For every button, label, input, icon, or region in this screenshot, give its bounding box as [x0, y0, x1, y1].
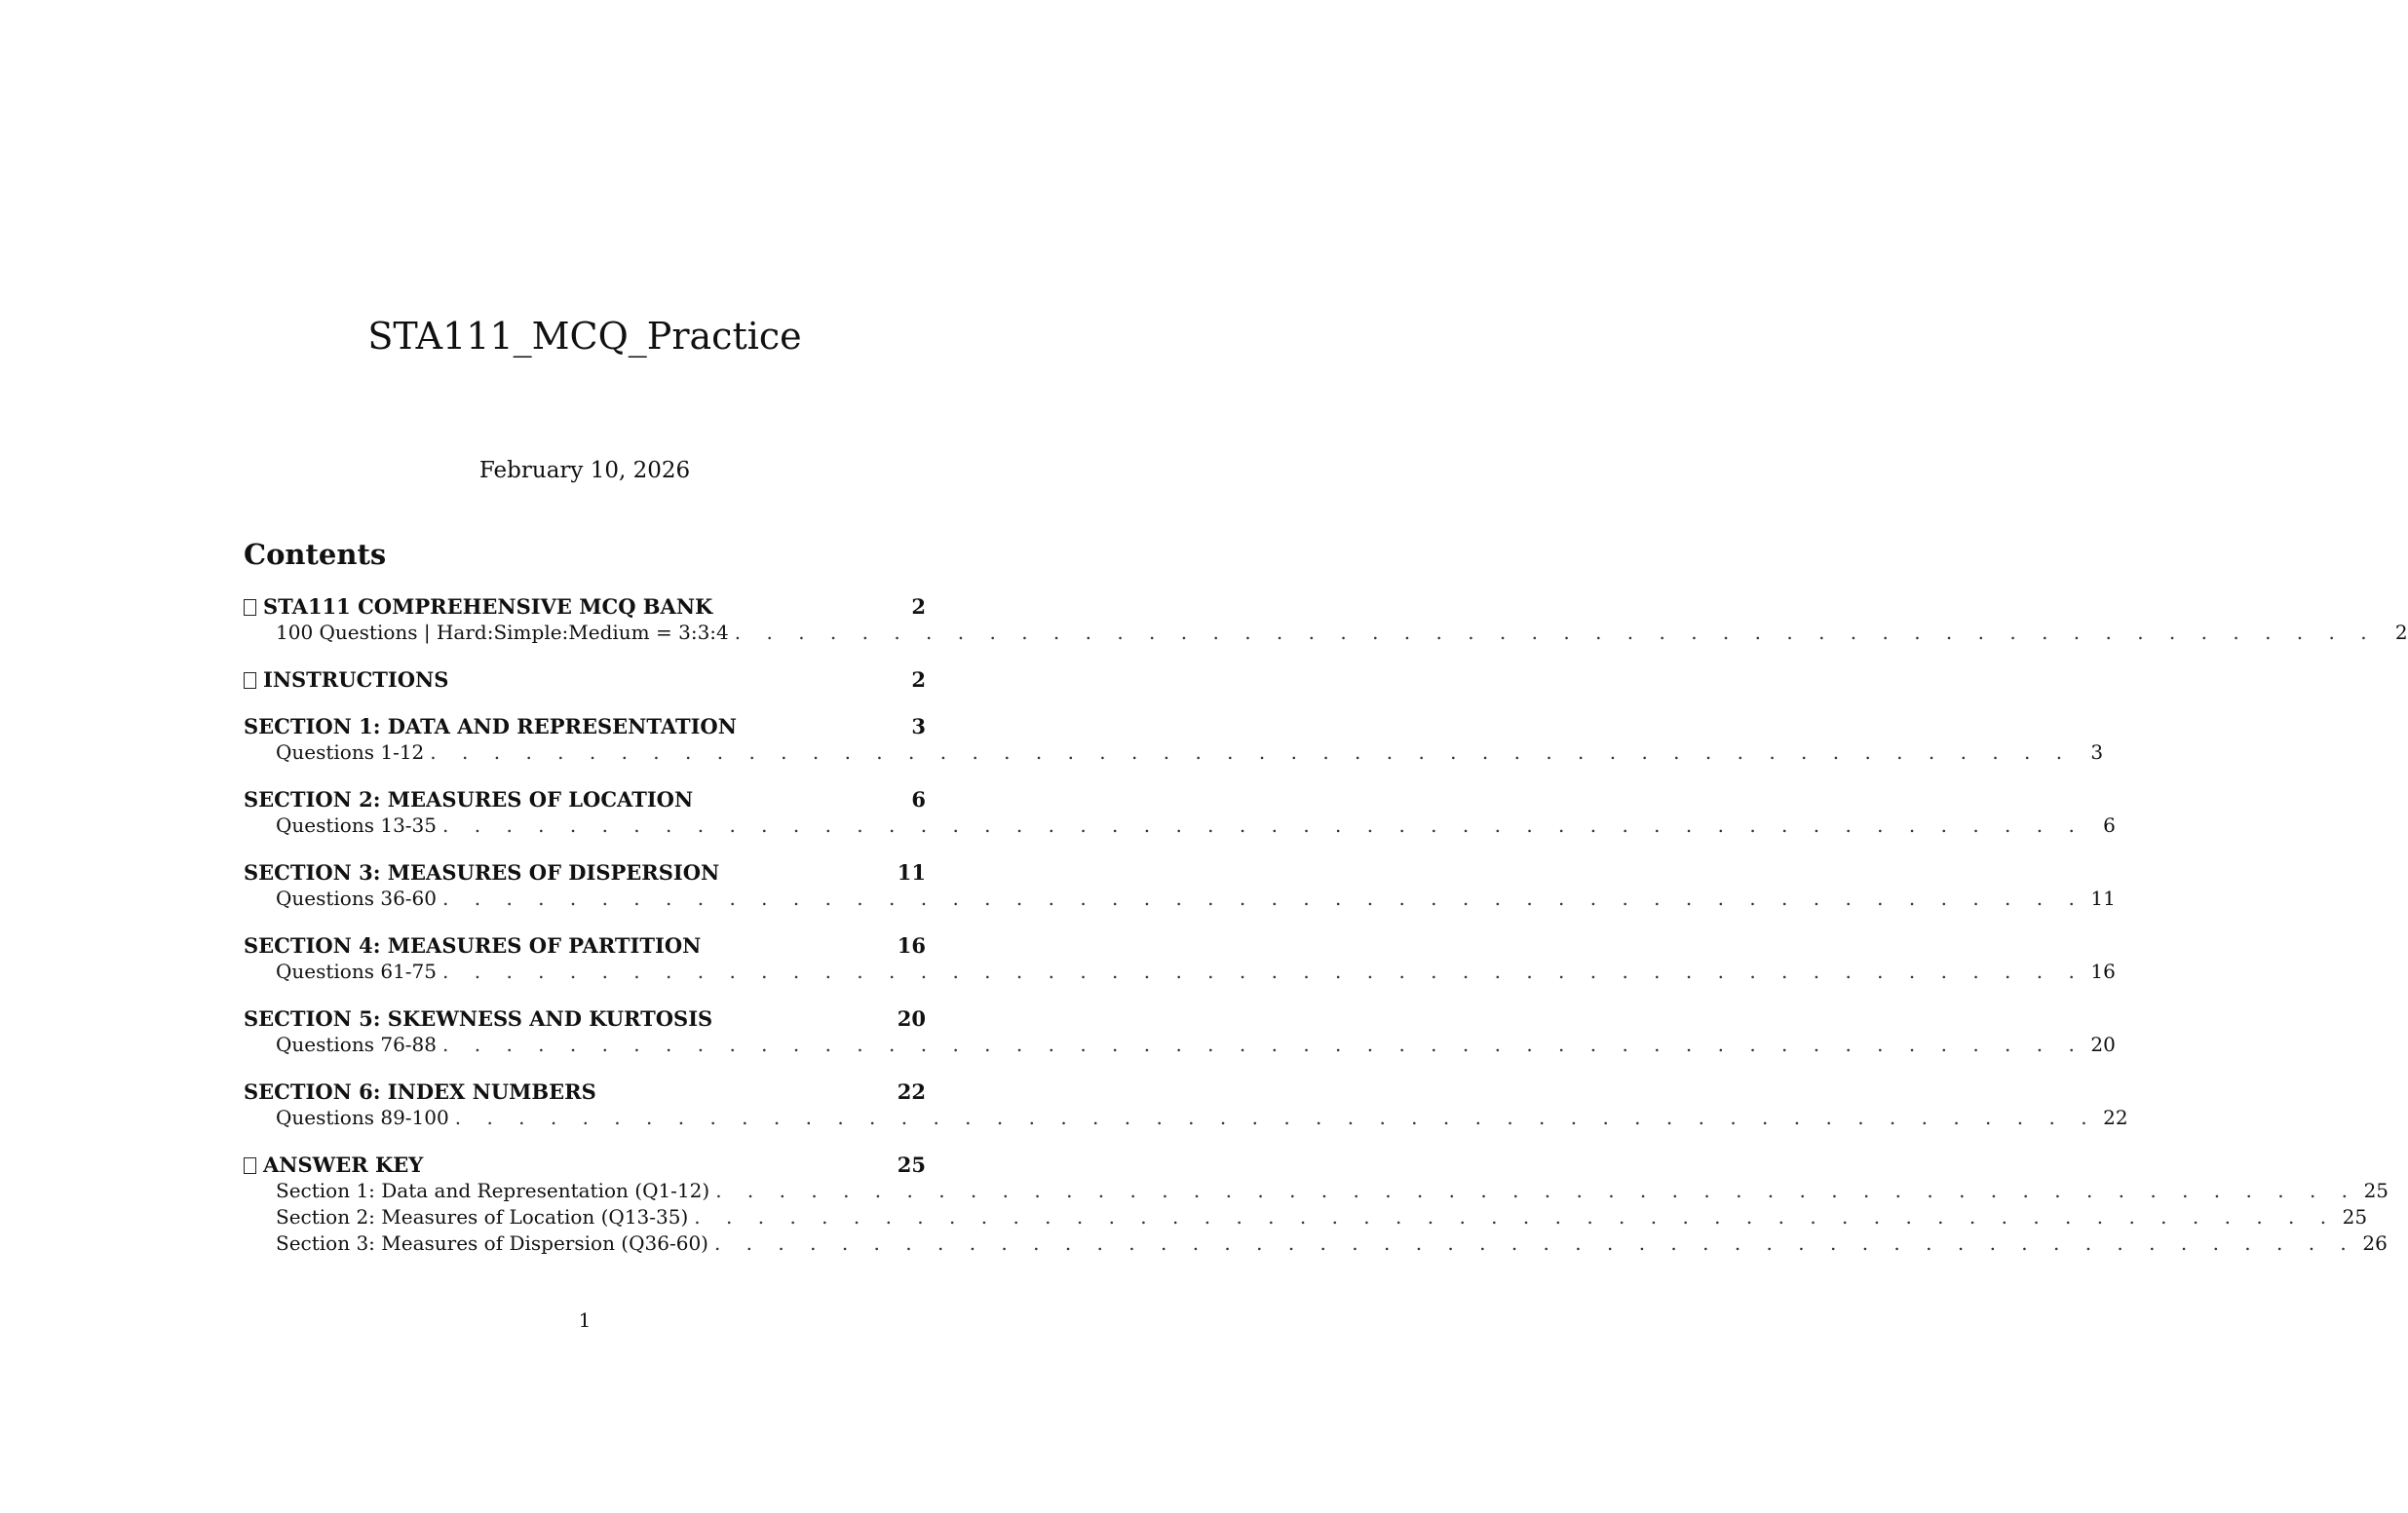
toc-subentry-page: 11	[2090, 887, 2116, 910]
toc-subentry[interactable]	[244, 1230, 2388, 1257]
toc-entry[interactable]	[244, 932, 926, 959]
toc-entry-label	[244, 593, 712, 620]
dot-leader: . . . . . . . . . . . . . . . . . . . . . . . . . . . . . . . . . . . . . . . . . . . . . . . . . . . .	[713, 1231, 2356, 1255]
toc-subentry-title: 100 Questions | Hard:Simple:Medium = 3:3:4	[276, 621, 729, 644]
toc-subentry-title: Questions 89-100	[276, 1106, 449, 1129]
toc-subentry-title: Questions 36-60	[276, 887, 438, 910]
toc-subentry-page: 3	[2090, 740, 2104, 764]
toc-subentry-page: 25	[2342, 1205, 2368, 1229]
toc-section	[244, 859, 2116, 912]
toc-subentry-title: Section 3: Measures of Dispersion (Q36-60)	[276, 1231, 708, 1255]
document-title: STA111_MCQ_Practice	[367, 315, 802, 358]
toc-section	[244, 666, 926, 693]
dot-leader: . . . . . . . . . . . . . . . . . . . . . . . . . . . . . . . . . . . . . . . . . . . . . . . . . . . .	[442, 887, 2084, 910]
toc-entry[interactable]	[244, 666, 926, 693]
toc-subentry[interactable]	[244, 620, 2408, 646]
toc-subentry-page: 25	[2363, 1179, 2389, 1202]
toc-entry-page: 2	[911, 667, 926, 692]
toc-entry[interactable]	[244, 1078, 926, 1105]
toc-entry[interactable]	[244, 786, 926, 813]
toc-subentry[interactable]	[244, 739, 2104, 766]
missing-glyph-icon	[244, 1157, 256, 1174]
toc-entry-title: SECTION 4: MEASURES OF PARTITION	[244, 933, 702, 958]
toc-entry-title: SECTION 6: INDEX NUMBERS	[244, 1079, 596, 1104]
toc-entry-page: 25	[897, 1153, 926, 1177]
toc-entry-title: INSTRUCTIONS	[263, 667, 449, 692]
toc-subentry[interactable]	[244, 1105, 2128, 1131]
toc-subentry-title: Questions 13-35	[276, 813, 438, 837]
toc-subentry[interactable]	[244, 1032, 2116, 1058]
table-of-contents	[244, 593, 2408, 1277]
toc-subentry-page: 26	[2362, 1231, 2388, 1255]
toc-subentry[interactable]	[244, 959, 2116, 985]
toc-entry[interactable]	[244, 1152, 926, 1178]
toc-section	[244, 593, 2408, 646]
dot-leader: . . . . . . . . . . . . . . . . . . . . . . . . . . . . . . . . . . . . . . . . . . . . . . . . . . . .	[442, 1033, 2084, 1056]
toc-section	[244, 713, 2104, 766]
toc-section	[244, 1078, 2128, 1131]
toc-subentry-title: Section 1: Data and Representation (Q1-12)	[276, 1179, 710, 1202]
dot-leader: . . . . . . . . . . . . . . . . . . . . . . . . . . . . . . . . . . . . . . . . . . . . . . . . . . . .	[734, 621, 2377, 644]
toc-entry-title: SECTION 5: SKEWNESS AND KURTOSIS	[244, 1006, 713, 1031]
toc-entry-label	[244, 786, 693, 813]
toc-entry[interactable]	[244, 713, 926, 739]
toc-entry-page: 22	[897, 1079, 926, 1104]
dot-leader: . . . . . . . . . . . . . . . . . . . . . . . . . . . . . . . . . . . . . . . . . . . . . . . . . . . .	[430, 740, 2073, 764]
toc-entry-label	[244, 859, 719, 886]
toc-subentry[interactable]	[244, 813, 2116, 839]
toc-entry[interactable]	[244, 1005, 926, 1032]
dot-leader: . . . . . . . . . . . . . . . . . . . . . . . . . . . . . . . . . . . . . . . . . . . . . . . . . . . .	[694, 1205, 2337, 1229]
toc-subentry-title: Questions 61-75	[276, 960, 438, 983]
toc-entry-title: SECTION 1: DATA AND REPRESENTATION	[244, 714, 737, 738]
toc-section	[244, 1152, 2389, 1257]
toc-section	[244, 1005, 2116, 1058]
toc-subentry[interactable]	[244, 886, 2116, 912]
toc-entry-page: 16	[897, 933, 926, 958]
toc-subentry-title: Questions 1-12	[276, 740, 425, 764]
toc-subentry[interactable]	[244, 1178, 2389, 1204]
toc-entry-page: 2	[911, 594, 926, 619]
toc-entry-label	[244, 1152, 423, 1178]
toc-entry-label	[244, 1078, 596, 1105]
toc-subentry-page: 22	[2103, 1106, 2128, 1129]
dot-leader: . . . . . . . . . . . . . . . . . . . . . . . . . . . . . . . . . . . . . . . . . . . . . . . . . . . .	[715, 1179, 2358, 1202]
dot-leader: . . . . . . . . . . . . . . . . . . . . . . . . . . . . . . . . . . . . . . . . . . . . . . . . . . . .	[442, 960, 2084, 983]
contents-heading: Contents	[244, 538, 387, 571]
dot-leader: . . . . . . . . . . . . . . . . . . . . . . . . . . . . . . . . . . . . . . . . . . . . . . . . . . . .	[454, 1106, 2097, 1129]
toc-entry-label	[244, 1005, 712, 1032]
toc-entry-label	[244, 713, 737, 739]
toc-subentry-page: 20	[2090, 1033, 2116, 1056]
toc-subentry-title: Section 2: Measures of Location (Q13-35)	[276, 1205, 689, 1229]
toc-subentry-title: Questions 76-88	[276, 1033, 438, 1056]
toc-subentry[interactable]	[244, 1204, 2368, 1230]
toc-entry[interactable]	[244, 593, 926, 620]
toc-entry[interactable]	[244, 859, 926, 886]
page-number: 1	[578, 1308, 592, 1332]
toc-subentry-page: 6	[2103, 813, 2116, 837]
toc-entry-title: STA111 COMPREHENSIVE MCQ BANK	[263, 594, 713, 619]
toc-entry-page: 11	[897, 860, 926, 885]
missing-glyph-icon	[244, 672, 256, 689]
toc-entry-title: ANSWER KEY	[263, 1153, 424, 1177]
toc-entry-title: SECTION 2: MEASURES OF LOCATION	[244, 787, 694, 812]
missing-glyph-icon	[244, 599, 256, 616]
document-date: February 10, 2026	[478, 458, 691, 483]
dot-leader: . . . . . . . . . . . . . . . . . . . . . . . . . . . . . . . . . . . . . . . . . . . . . . . . . . . .	[442, 813, 2084, 837]
toc-entry-page: 3	[911, 714, 926, 738]
toc-section	[244, 786, 2116, 839]
toc-entry-label	[244, 932, 701, 959]
toc-subentry-page: 16	[2090, 960, 2116, 983]
toc-entry-title: SECTION 3: MEASURES OF DISPERSION	[244, 860, 720, 885]
toc-entry-page: 6	[911, 787, 926, 812]
toc-entry-page: 20	[897, 1006, 926, 1031]
toc-entry-label	[244, 666, 448, 693]
toc-section	[244, 932, 2116, 985]
toc-subentry-page: 2	[2394, 621, 2408, 644]
